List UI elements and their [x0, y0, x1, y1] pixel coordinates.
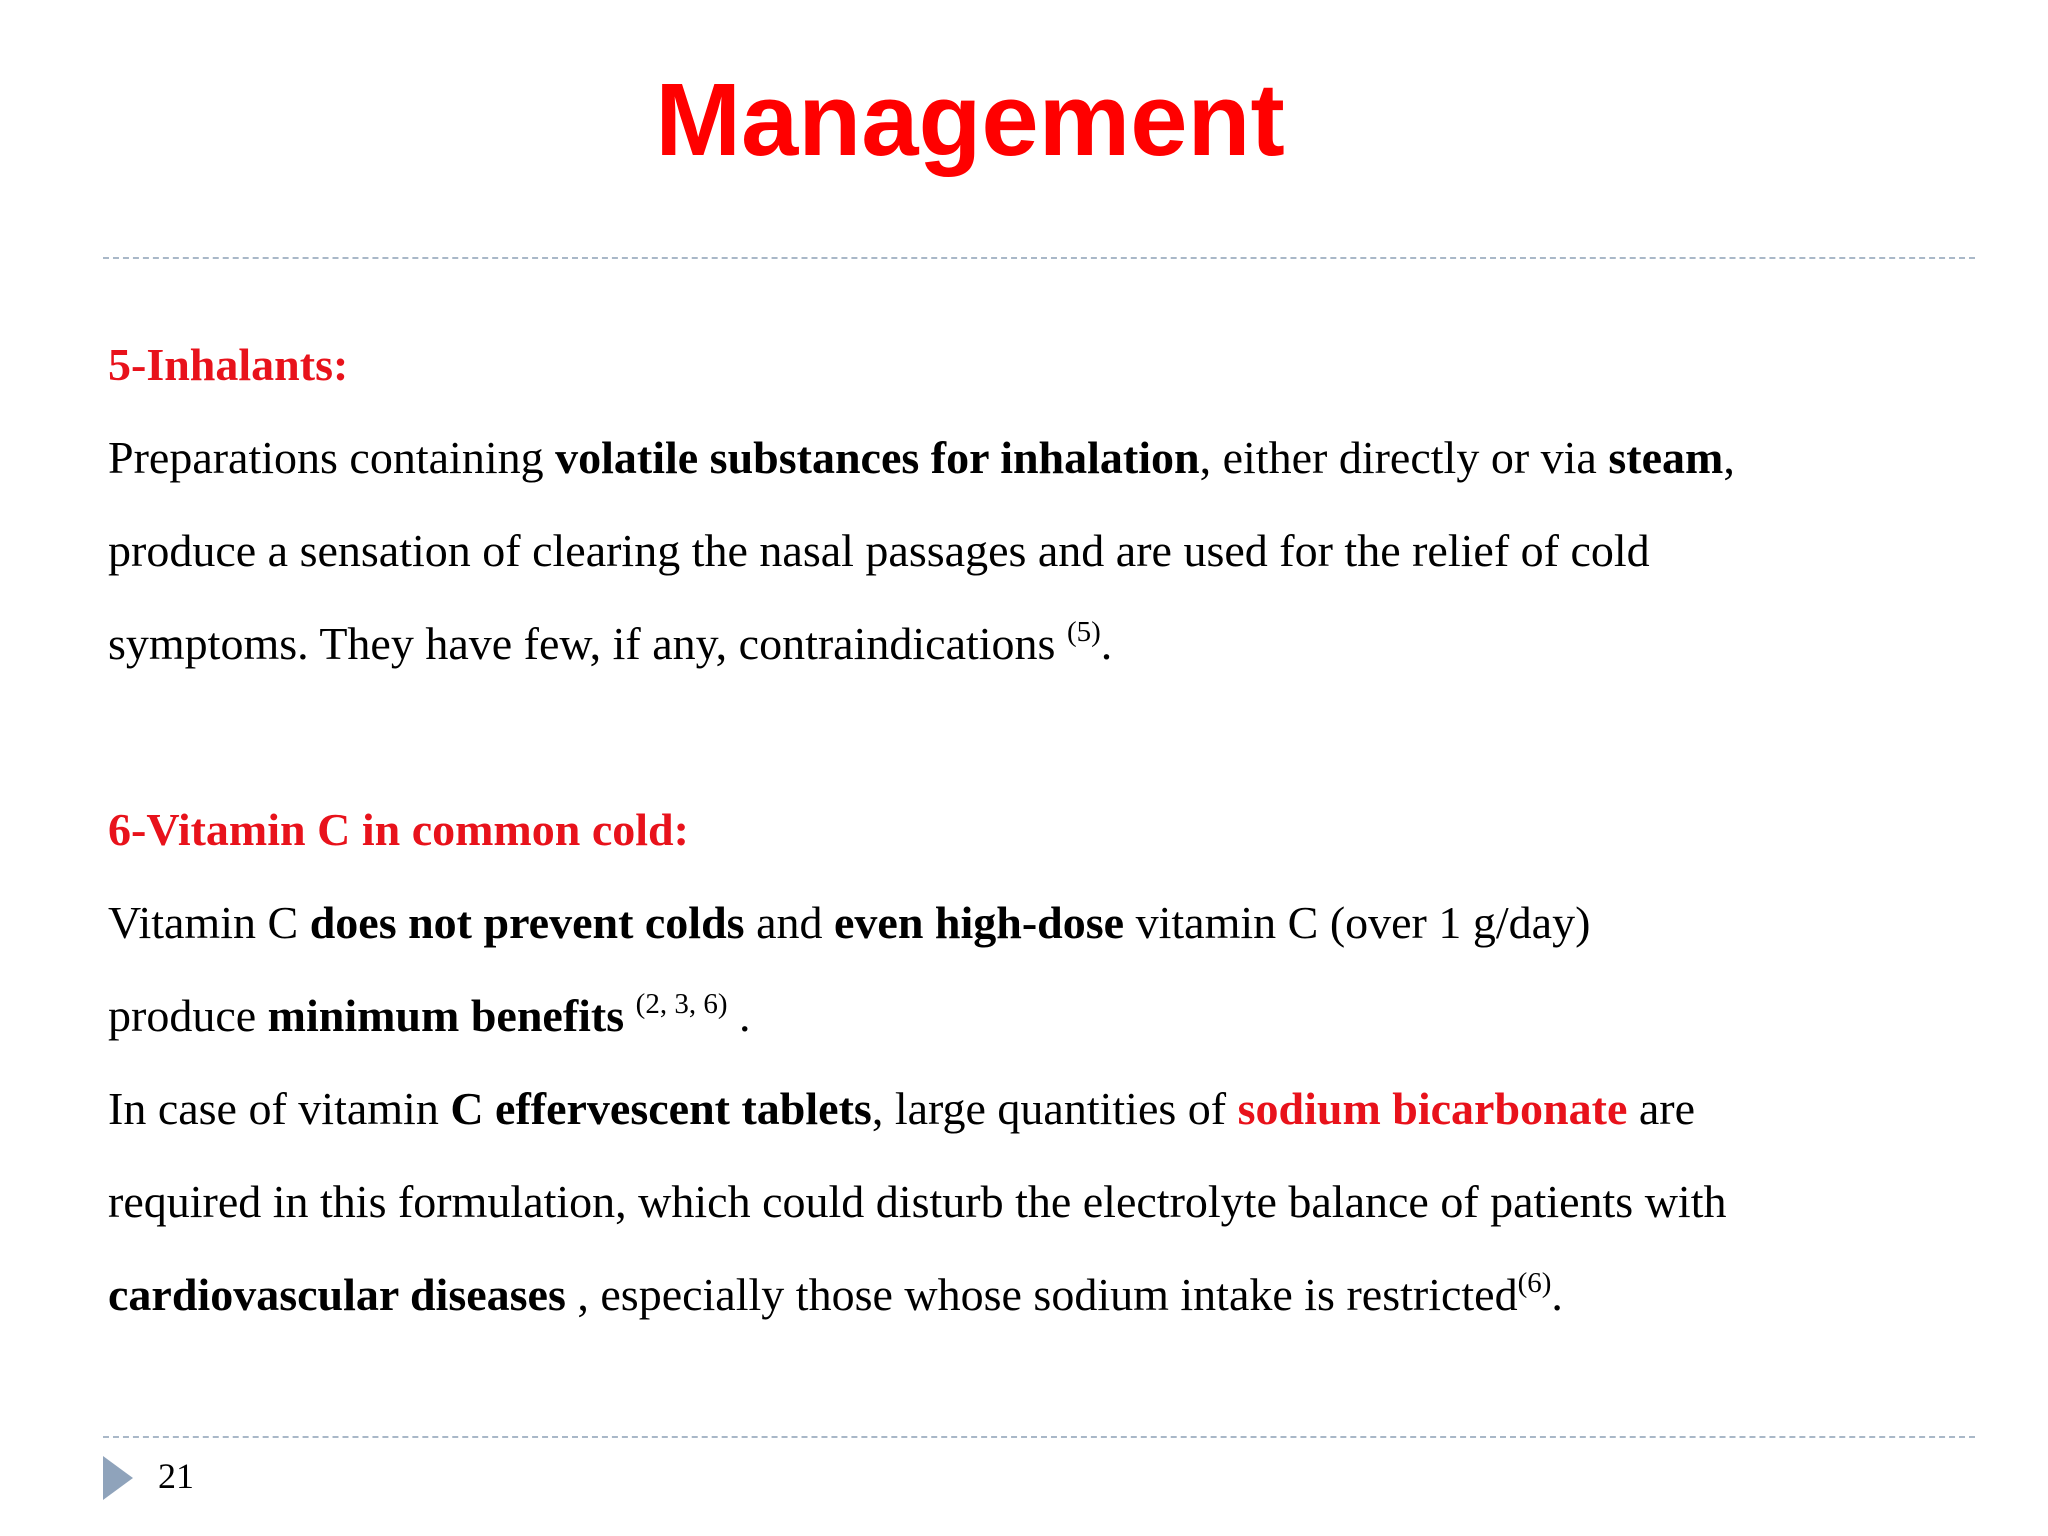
text-run: In case of vitamin — [108, 1083, 451, 1134]
bold-text: C effervescent tablets — [450, 1083, 872, 1134]
inhalants-line-2: produce a sensation of clearing the nasal passages and are used for the relief of cold — [108, 525, 1650, 576]
section-spacer — [108, 690, 1988, 783]
vitamin-c-line-5 — [108, 1248, 1988, 1341]
text-run: . — [727, 990, 751, 1041]
text-run: symptoms. They have few, if any, contraindications — [108, 618, 1067, 669]
slide-title: Management — [655, 62, 1285, 177]
slide-body — [108, 318, 1988, 1341]
page-number: 21 — [158, 1456, 194, 1496]
bold-text: minimum benefits — [267, 990, 625, 1041]
section-heading-vitamin-c: 6-Vitamin C in common cold: — [108, 804, 689, 855]
text-run: vitamin C (over 1 g/day) — [1124, 897, 1591, 948]
text-run: . — [1100, 618, 1113, 669]
bold-text: cardiovascular diseases — [108, 1269, 566, 1320]
reference-superscript: (2, 3, 6) — [635, 988, 728, 1020]
section-heading-inhalants: 5-Inhalants: — [108, 339, 349, 390]
reference-superscript: (6) — [1517, 1267, 1552, 1299]
text-run: and — [744, 897, 834, 948]
text-run: produce — [108, 990, 268, 1041]
highlight-text: sodium bicarbonate — [1237, 1083, 1628, 1134]
text-run: , — [1723, 432, 1735, 483]
text-run: , either directly or via — [1199, 432, 1609, 483]
vitamin-c-line-4: required in this formulation, which could disturb the electrolyte balance of patients with — [108, 1176, 1727, 1227]
inhalants-line-1 — [108, 411, 1988, 504]
vitamin-c-line-2 — [108, 969, 1988, 1062]
text-run: , large quantities of — [871, 1083, 1238, 1134]
vitamin-c-line-3 — [108, 1062, 1988, 1155]
vitamin-c-line-1 — [108, 876, 1988, 969]
bold-text: steam — [1608, 432, 1724, 483]
triangle-right-icon — [103, 1456, 133, 1500]
text-run: are — [1627, 1083, 1696, 1134]
reference-superscript: (5) — [1066, 616, 1101, 648]
text-run: . — [1551, 1269, 1563, 1320]
inhalants-line-3 — [108, 597, 1988, 690]
text-run: , especially those whose sodium intake is restricted — [565, 1269, 1518, 1320]
text-run: Vitamin C — [108, 897, 310, 948]
top-divider — [103, 257, 1975, 259]
bold-text: does not prevent colds — [309, 897, 745, 948]
bold-text: volatile substances for inhalation — [555, 432, 1200, 483]
bold-text: even high-dose — [834, 897, 1125, 948]
bottom-divider — [103, 1436, 1975, 1438]
text-run: Preparations containing — [108, 432, 556, 483]
